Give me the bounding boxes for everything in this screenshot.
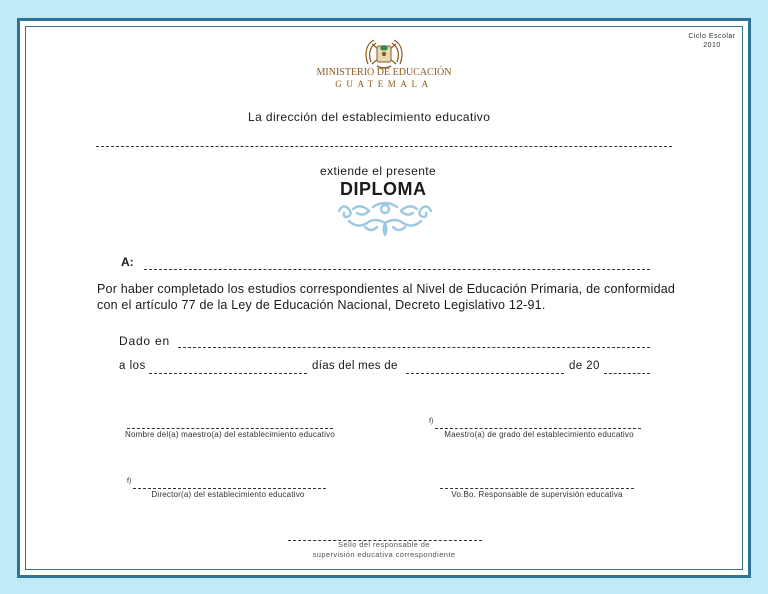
ministry-name: MINISTERIO DE EDUCACIÓN [316,67,452,78]
recipient-label: A: [121,255,134,269]
sello-label [286,540,482,560]
flourish-ornament-icon [335,199,435,241]
ciclo-label: Ciclo Escolar [688,33,736,40]
signature-label-director: Director(a) del establecimiento educativo [151,490,305,499]
signature-label-maestro-grado: Maestro(a) de grado del establecimiento educativo [444,430,634,439]
ciclo-year: 2010 [703,42,721,49]
extiende-text: extiende el presente [320,164,437,178]
recipient-name-line[interactable] [144,269,650,270]
signature-line-vobo[interactable] [440,488,634,489]
signature-line-maestro-grado[interactable] [435,428,641,429]
month-line[interactable] [406,373,564,374]
dias-del-mes-label: días del mes de [312,360,398,372]
f-mark: f) [127,478,132,485]
signature-line-director[interactable] [133,488,326,489]
signature-label-vobo: Vo.Bo. Responsable de supervisión educativa [451,490,623,499]
day-line[interactable] [149,373,307,374]
dado-en-label: Dado en [119,334,170,348]
diploma-body-text: Por haber completado los estudios correspondientes al Nivel de Educación Primaria, de conformidad con el artículo 77 de la Ley de Educación Nacional, Decreto Legislativo 12-91. [97,282,676,312]
year-prefix-label: de 20 [569,360,600,372]
ministry-logo-text [300,68,468,89]
f-mark: f) [429,418,434,425]
country-name: GUATEMALA [335,79,433,89]
a-los-label: a los [119,360,146,372]
signature-line-maestro-establecimiento[interactable] [127,428,333,429]
sello-label-line1: Sello del responsable de [338,540,430,549]
signature-label-maestro-establecimiento: Nombre del(a) maestro(a) del establecimiento educativo [124,430,335,439]
year-line[interactable] [604,373,650,374]
establecimiento-name-line[interactable] [96,146,672,147]
sello-label-line2: supervisión educativa correspondiente [312,550,456,559]
ciclo-escolar [680,32,744,50]
place-line[interactable] [178,347,650,348]
direccion-text: La dirección del establecimiento educativo [248,110,491,124]
diploma-title: DIPLOMA [340,179,427,199]
